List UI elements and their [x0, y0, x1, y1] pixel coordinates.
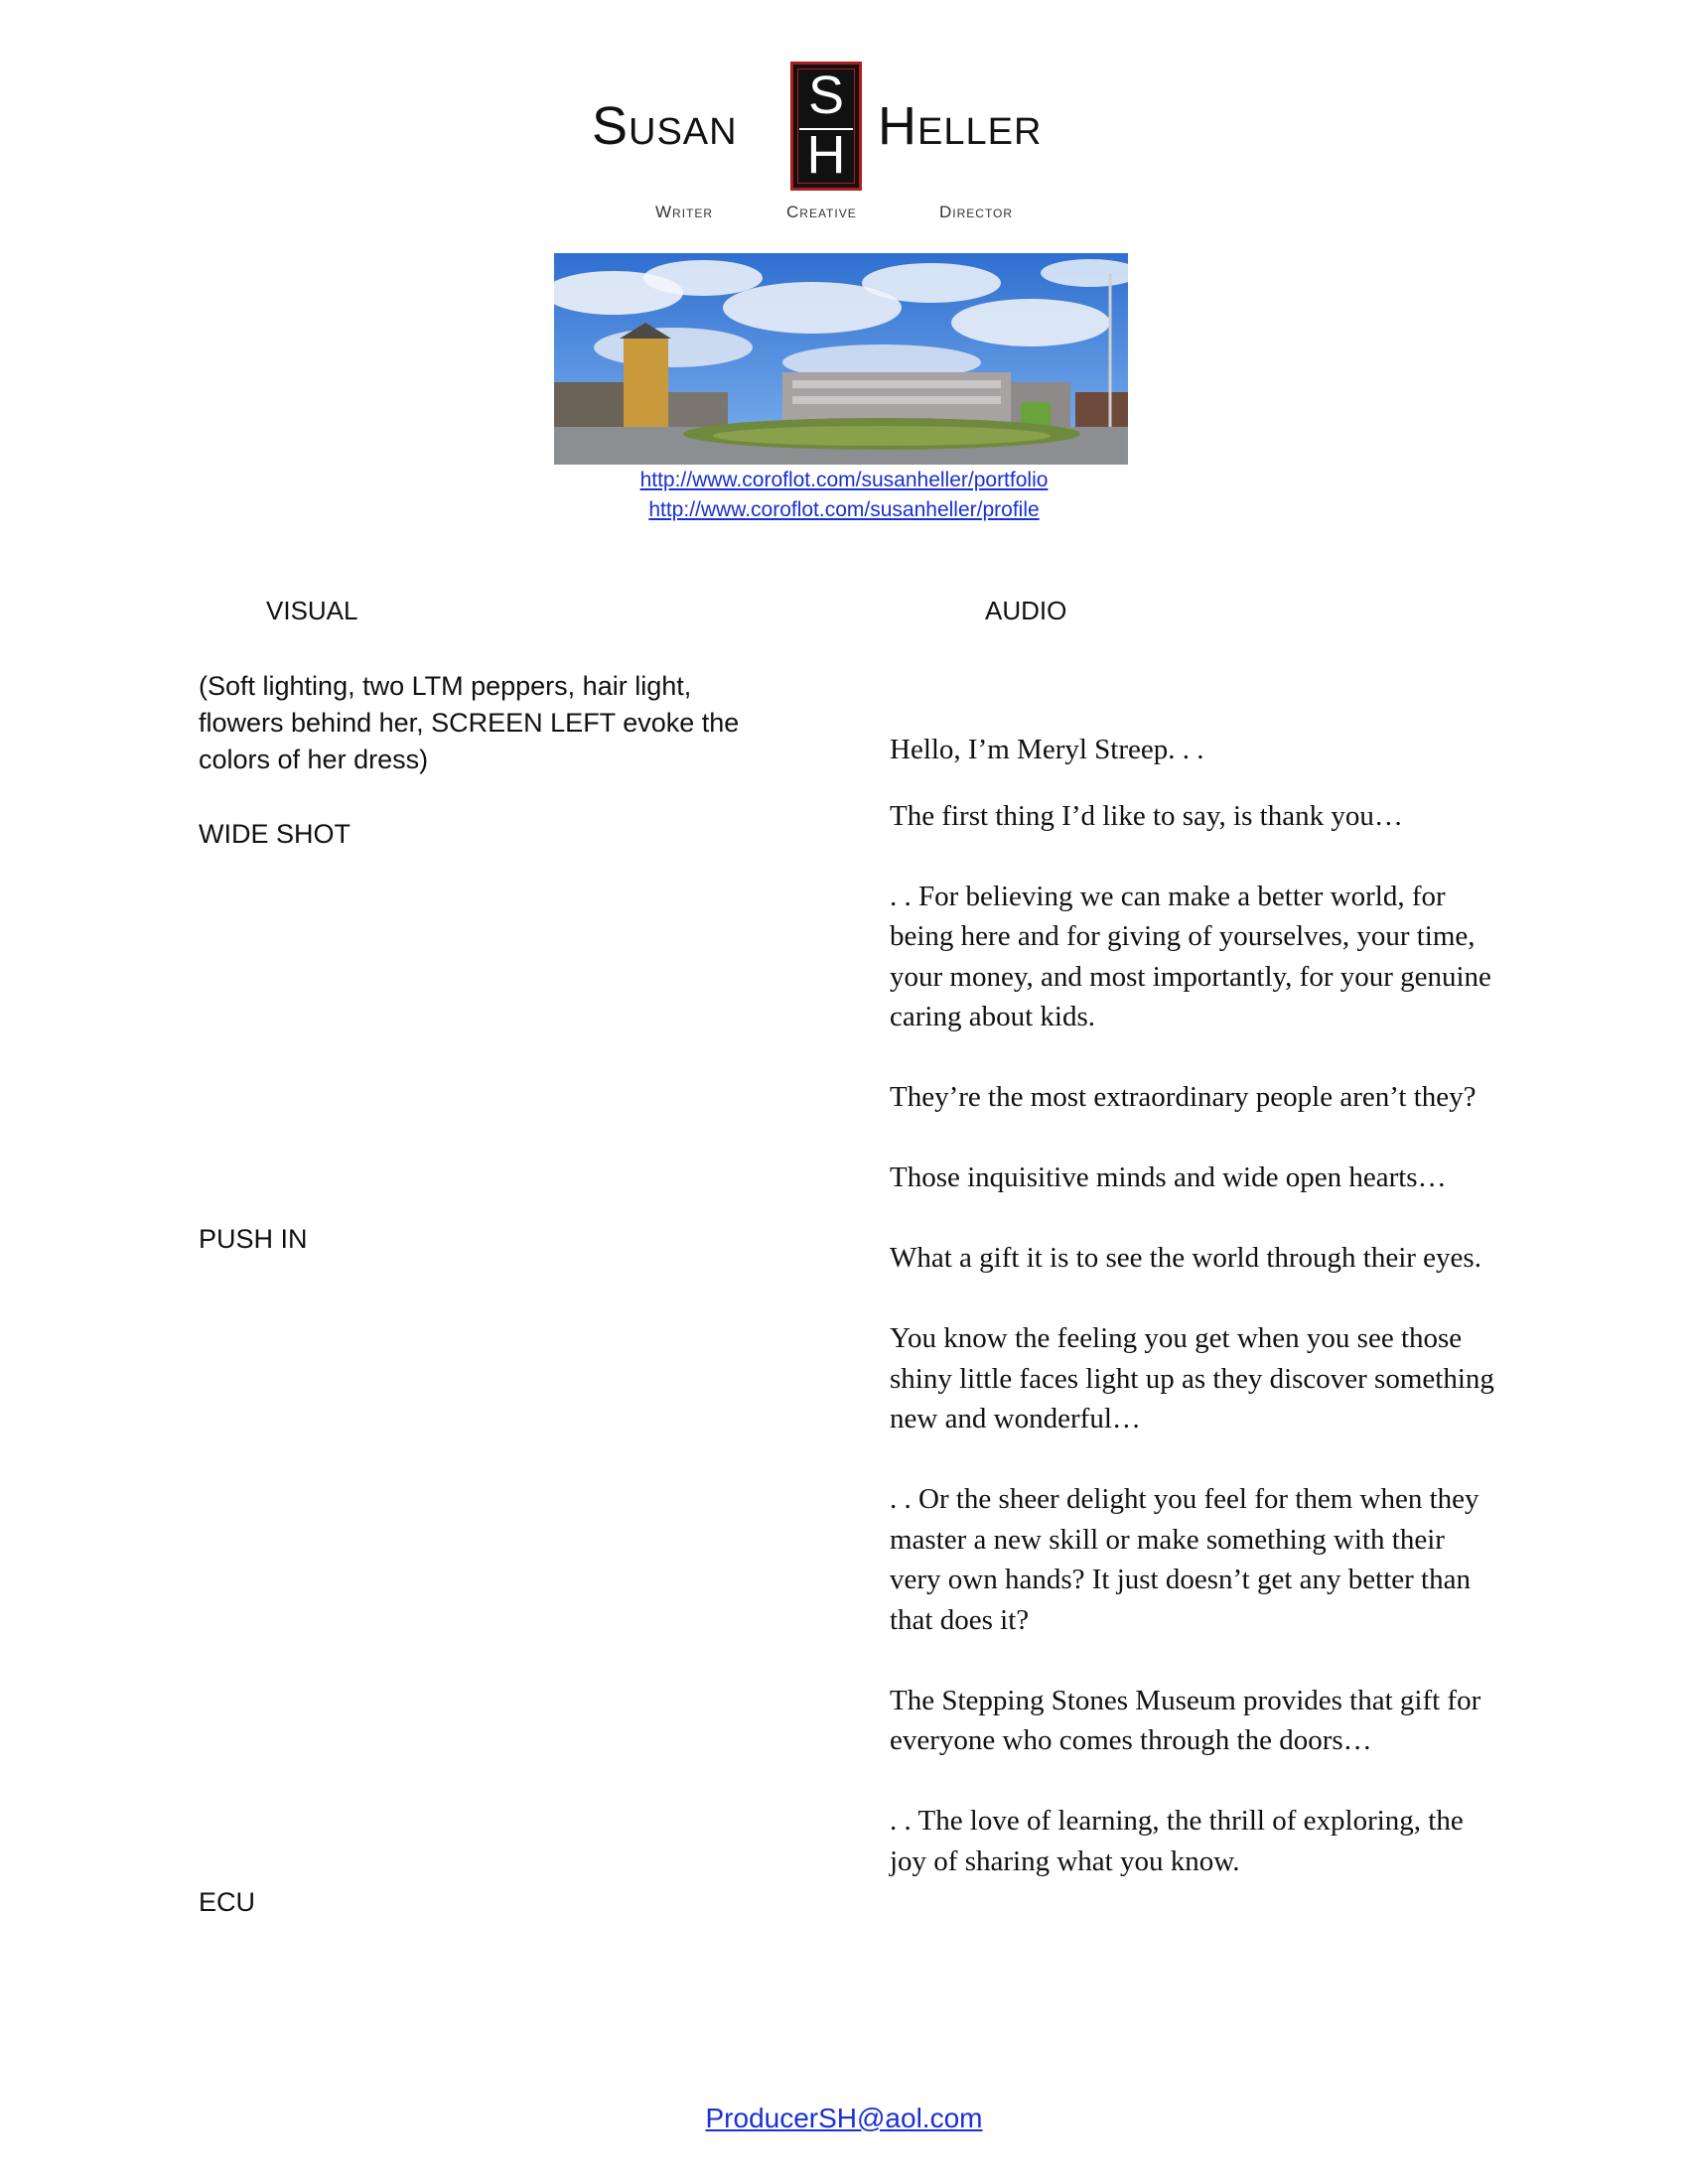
tagline-writer: Writer: [655, 203, 714, 221]
visual-push-in: PUSH IN: [199, 1224, 308, 1254]
logo-monogram-s: S: [807, 66, 845, 125]
logo-monogram: [790, 62, 862, 191]
visual-wide-shot: WIDE SHOT: [199, 819, 351, 849]
audio-line: . . The love of learning, the thrill of exploring, the joy of sharing what you know.: [890, 1805, 1464, 1877]
logo-monogram-h: H: [806, 125, 846, 185]
visual-ecu: ECU: [199, 1887, 256, 1917]
tagline-creative: Creative: [786, 203, 857, 221]
logo-first-name: Susan: [592, 96, 738, 156]
audio-line: . . Or the sheer delight you feel for them when they master a new skill or make something with their very own hands? It just doesn’t get any better than that does it?: [890, 1483, 1479, 1636]
contact-email-link[interactable]: ProducerSH@aol.com: [705, 2103, 983, 2133]
visual-lighting-note: (Soft lighting, two LTM peppers, hair light, flowers behind her, SCREEN LEFT evoke the colors of her dress): [199, 671, 740, 774]
audio-line: . . For believing we can make a better world, for being here and for giving of yourselves, your time, your money, and most importantly, for your genuine caring about kids.: [890, 880, 1491, 1032]
tagline-director: Director: [939, 203, 1014, 221]
audio-line: They’re the most extraordinary people aren’t they?: [890, 1081, 1477, 1113]
audio-script: [890, 730, 1495, 1922]
audio-line: The first thing I’d like to say, is thank you…: [890, 799, 1403, 832]
visual-column-header: VISUAL: [266, 596, 358, 625]
portfolio-link[interactable]: http://www.coroflot.com/susanheller/portfolio: [639, 469, 1049, 491]
profile-link[interactable]: http://www.coroflot.com/susanheller/profile: [648, 498, 1040, 521]
audio-line: Those inquisitive minds and wide open hearts…: [890, 1161, 1447, 1193]
audio-line: The Stepping Stones Museum provides that gift for everyone who comes through the doors…: [890, 1684, 1481, 1756]
audio-line: You know the feeling you get when you see those shiny little faces light up as they discover something new and wonderful…: [890, 1322, 1494, 1434]
audio-column-header: AUDIO: [985, 596, 1067, 625]
museum-photo: [554, 253, 1128, 465]
audio-line: What a gift it is to see the world through their eyes.: [890, 1242, 1481, 1274]
audio-line: Hello, I’m Meryl Streep. . .: [890, 734, 1204, 765]
logo-last-name: Heller: [878, 96, 1043, 156]
